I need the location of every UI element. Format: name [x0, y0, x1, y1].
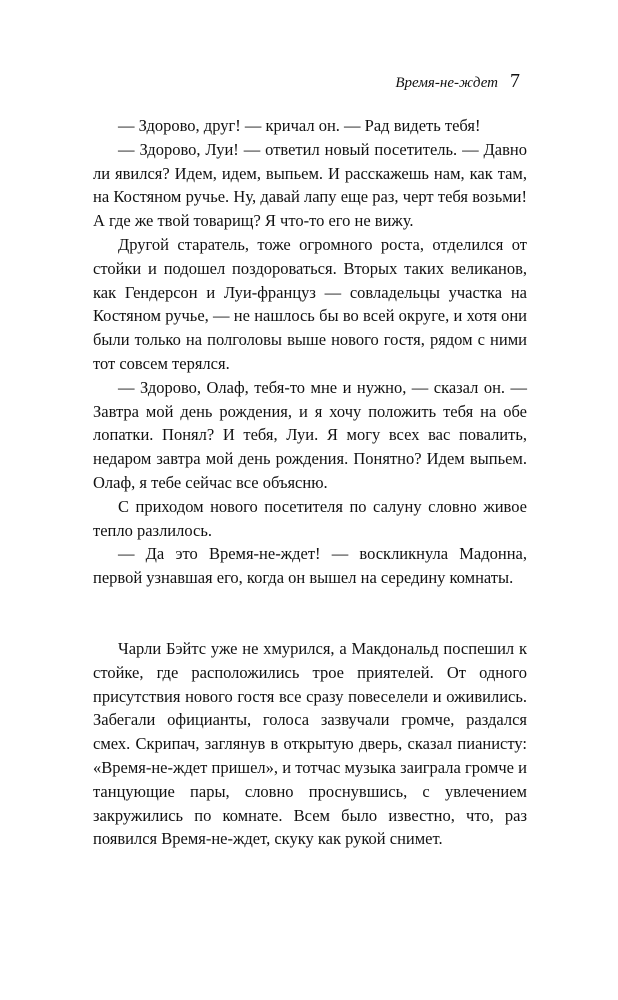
paragraph: — Да это Время-не-ждет! — воскликнула Мадонна, первой узнавшая его, когда он вышел на середину комнаты. [93, 544, 527, 588]
body-text [93, 114, 527, 851]
paragraph: Другой старатель, тоже огромного роста, отделился от стойки и подошел поздороваться. Вторых таких великанов, как Гендерсон и Луи-француз — совладельцы участка на Костяном ручье, — не нашлось бы во всей округе, и хотя они были только на полголовы выше нового гостя, рядом с ними тот совсем терялся. [93, 234, 527, 373]
paragraph: С приходом нового посетителя по салуну словно живое тепло разлилось. [93, 496, 527, 540]
paragraph: Чарли Бэйтс уже не хмурился, а Макдональд поспешил к стойке, где расположились трое приятелей. От одного присутствия нового гостя все сразу повеселели и оживились. Забегали официанты, голоса зазвучали громче, раздался смех. Скрипач, заглянув в открытую дверь, сказал пианисту: «Время-не-ждет пришел», и тотчас музыка заиграла громче и танцующие пары, словно проснувшись, с увлечением закружились по комнате. Всем было известно, что, раз появился Время-не-ждет, скуку как рукой снимет. [93, 638, 527, 849]
paragraph: — Здорово, Луи! — ответил новый посетитель. — Давно ли явился? Идем, идем, выпьем. И расскажешь нам, как там, на Костяном ручье. Ну, давай лапу еще раз, черт тебя возьми! А где же твой товарищ? Я что-то его не вижу. [93, 139, 527, 231]
paragraph: — Здорово, друг! — кричал он. — Рад видеть тебя! [118, 116, 481, 135]
section-break [93, 590, 527, 637]
page-number: 7 [510, 70, 520, 92]
paragraph: — Здорово, Олаф, тебя-то мне и нужно, — сказал он. — Завтра мой день рождения, и я хочу положить тебя на обе лопатки. Понял? И тебя, Луи. Я могу всех вас повалить, недаром завтра мой день рождения. Понятно? Идем выпьем. Олаф, я тебе сейчас все объясню. [93, 377, 527, 492]
running-header [395, 70, 520, 93]
running-title: Время-не-ждет [395, 75, 498, 91]
